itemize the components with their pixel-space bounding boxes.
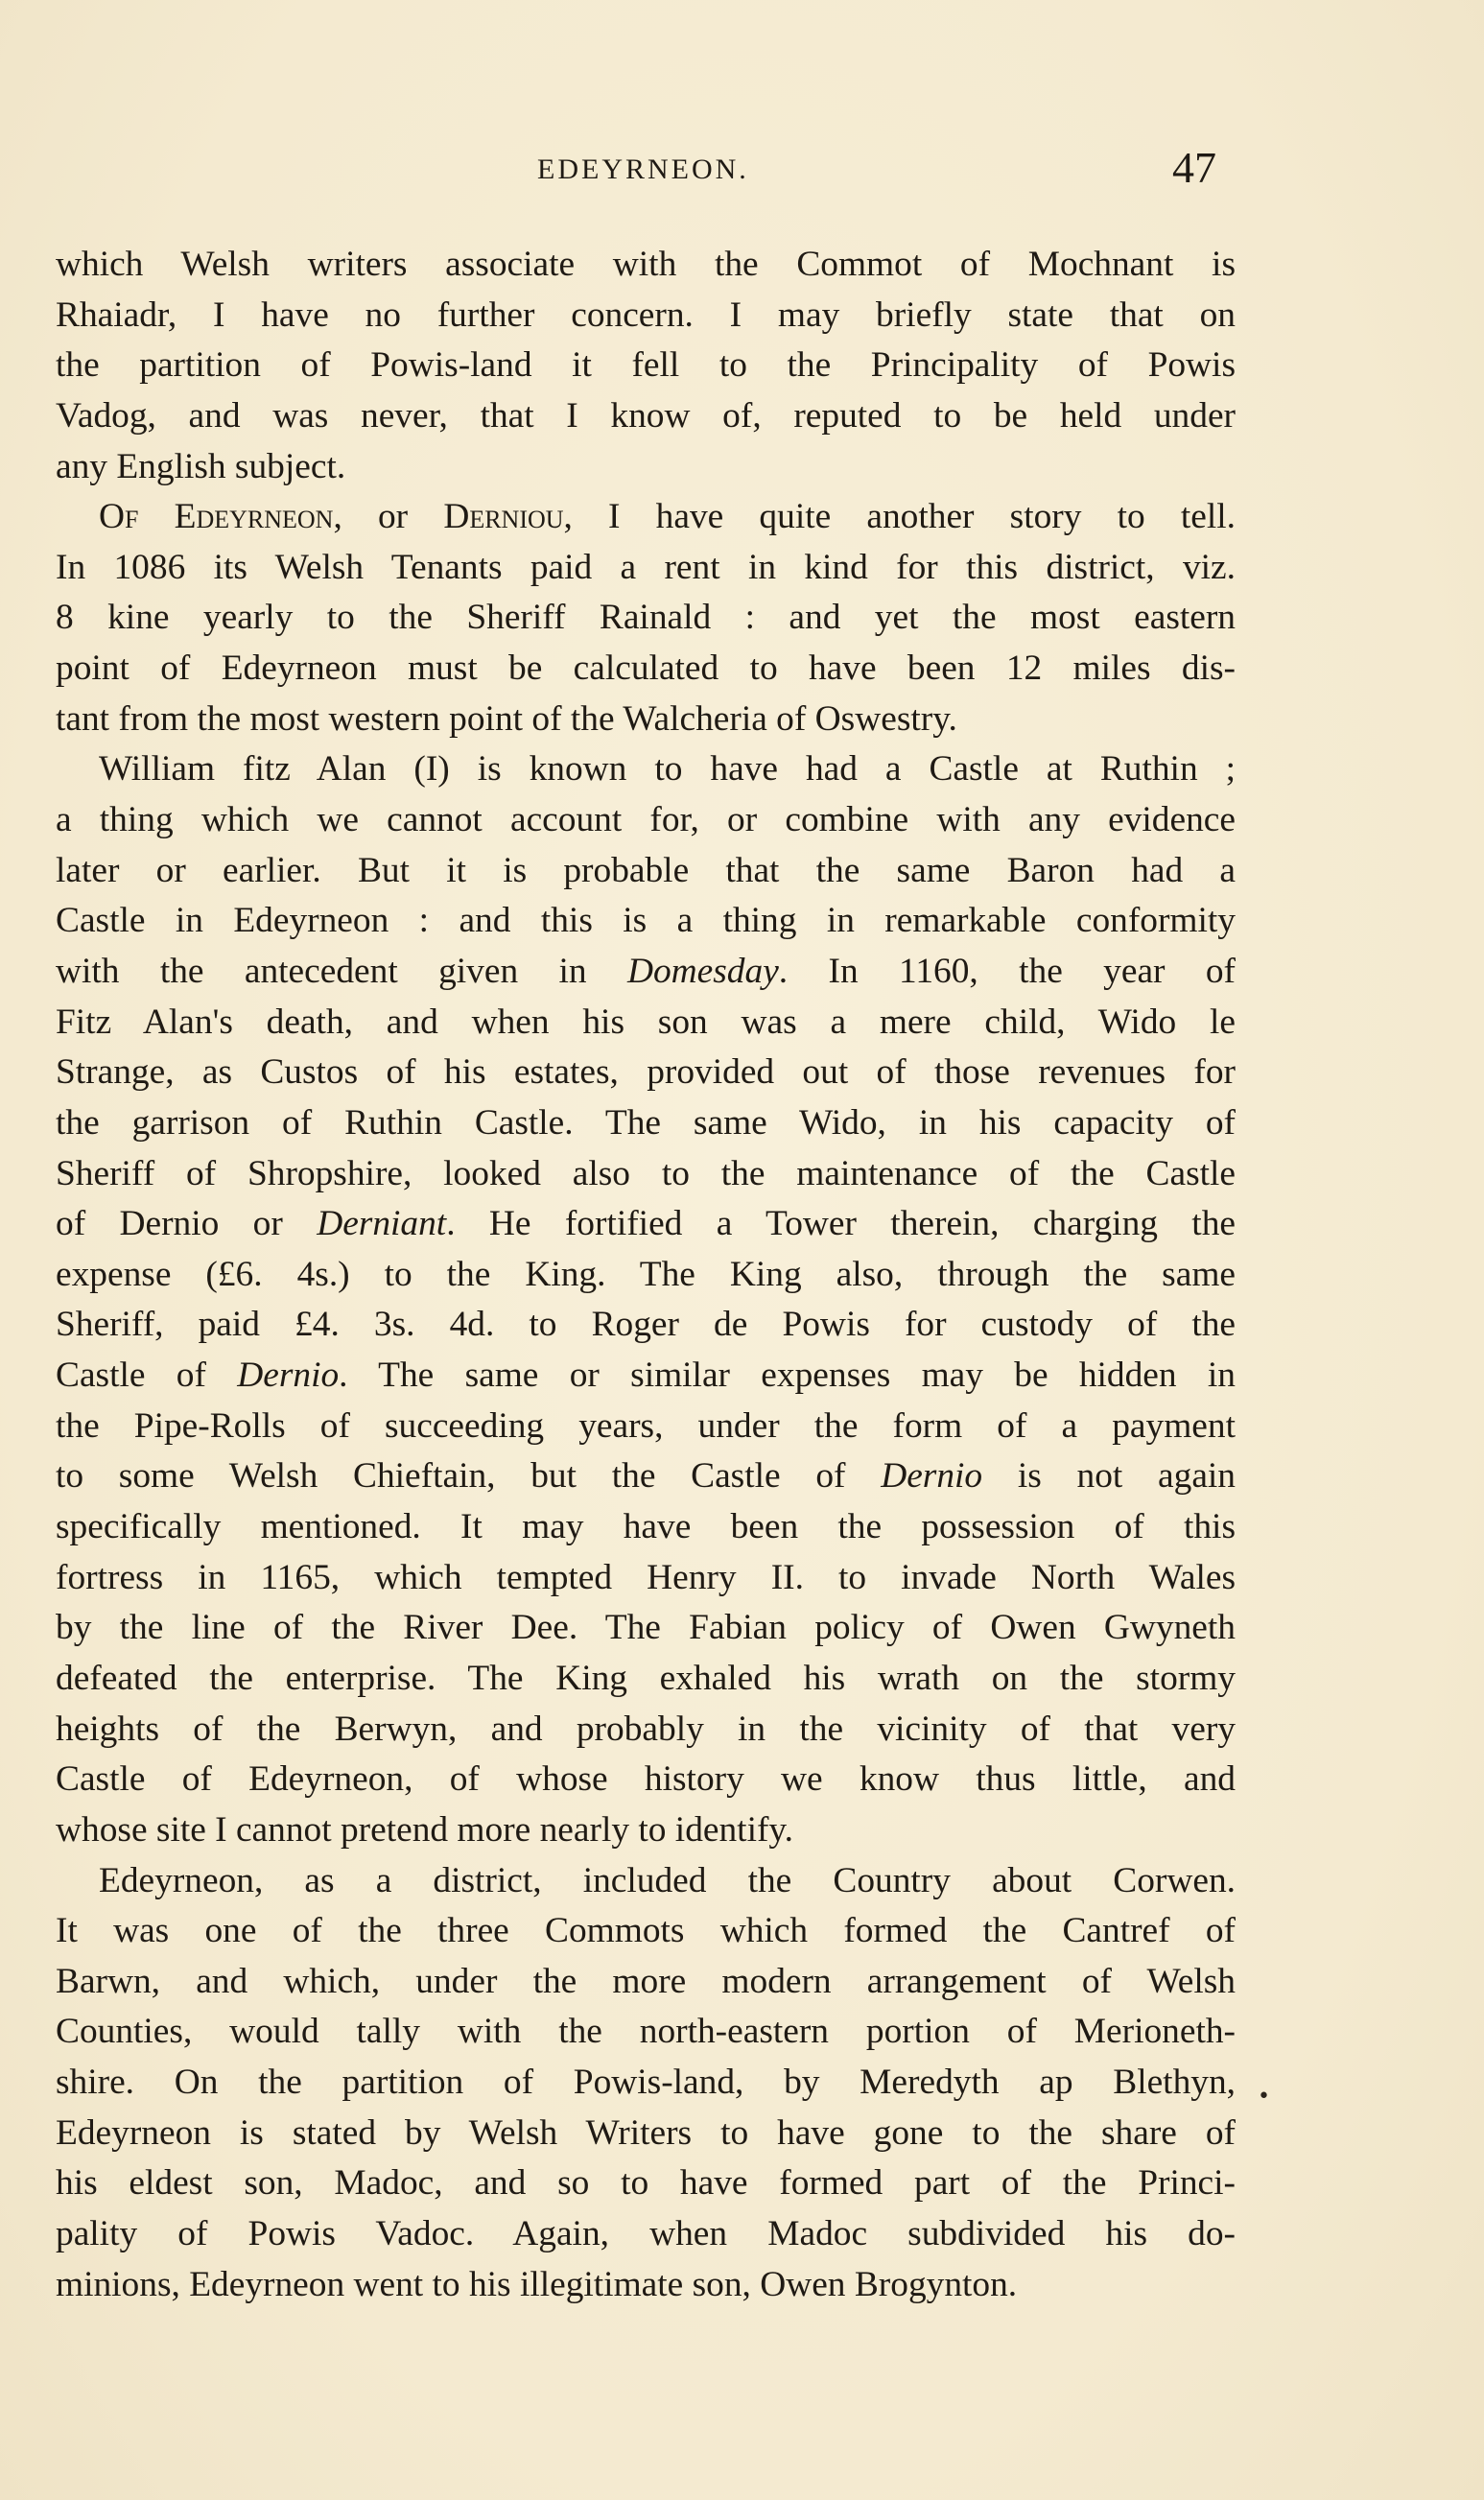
text-line: the garrison of Ruthin Castle. The same Wido, in his capacity of bbox=[56, 1102, 1236, 1143]
text-line: minions, Edeyrneon went to his illegitimate son, Owen Brogynton. bbox=[56, 2264, 1018, 2304]
page-number: 47 bbox=[1172, 143, 1216, 192]
text-line: fortress in 1165, which tempted Henry II. to invade North Wales bbox=[56, 1557, 1236, 1597]
text-line: Fitz Alan's death, and when his son was a mere child, Wido le bbox=[56, 1002, 1236, 1042]
text-line: the partition of Powis-land it fell to the Principality of Powis bbox=[56, 345, 1236, 386]
small-caps-text: Derniou bbox=[443, 497, 564, 537]
text-line: 8 kine yearly to the Sheriff Rainald : and yet the most eastern bbox=[56, 598, 1236, 638]
text-line: the Pipe-Rolls of succeeding years, under the form of a payment bbox=[56, 1405, 1236, 1446]
text-line: Castle in Edeyrneon : and this is a thing in remarkable conformity bbox=[56, 901, 1236, 941]
italic-text: Dernio bbox=[881, 1456, 983, 1497]
stray-ink-mark: • bbox=[1258, 2085, 1270, 2109]
text-line: Sheriff, paid £4. 3s. 4d. to Roger de Powis for custody of the bbox=[56, 1305, 1236, 1345]
text-line: Edeyrneon is stated by Welsh Writers to have gone to the share of bbox=[56, 2112, 1236, 2153]
text-line: Castle of Edeyrneon, of whose history we know thus little, and bbox=[56, 1759, 1236, 1800]
text-line: specifically mentioned. It may have been the possession of this bbox=[56, 1507, 1236, 1547]
text-line: Rhaiadr, I have no further concern. I may briefly state that on bbox=[56, 295, 1236, 335]
text-line: Strange, as Custos of his estates, provided out of those revenues for bbox=[56, 1052, 1236, 1093]
text-line: of Dernio or Derniant. He fortified a Tower therein, charging the bbox=[56, 1204, 1236, 1244]
text-line: shire. On the partition of Powis-land, by Meredyth ap Blethyn, bbox=[56, 2063, 1236, 2103]
text-line: later or earlier. But it is probable that the same Baron had a bbox=[56, 850, 1236, 890]
text-line: Castle of Dernio. The same or similar expenses may be hidden in bbox=[56, 1356, 1236, 1396]
text-line: Counties, would tally with the north-eastern portion of Merioneth- bbox=[56, 2012, 1236, 2052]
italic-text: Derniant bbox=[317, 1204, 447, 1244]
text-line: expense (£6. 4s.) to the King. The King also, through the same bbox=[56, 1254, 1236, 1294]
text-line: In 1086 its Welsh Tenants paid a rent in kind for this district, viz. bbox=[56, 547, 1236, 587]
text-line: with the antecedent given in Domesday. In 1160, the year of bbox=[56, 951, 1236, 991]
text-line: to some Welsh Chieftain, but the Castle of Dernio is not again bbox=[56, 1456, 1236, 1497]
page-header bbox=[0, 142, 1484, 200]
text-line: point of Edeyrneon must be calculated to have been 12 miles dis- bbox=[56, 649, 1236, 689]
text-line: any English subject. bbox=[56, 446, 346, 486]
text-line: whose site I cannot pretend more nearly to identify. bbox=[56, 1809, 794, 1850]
running-head: EDEYRNEON. bbox=[537, 153, 749, 185]
italic-text: Domesday bbox=[626, 951, 779, 991]
text-line: his eldest son, Madoc, and so to have formed part of the Princi- bbox=[56, 2163, 1236, 2204]
text-line: Of Edeyrneon, or Derniou, I have quite another story to tell. bbox=[99, 497, 1236, 537]
text-line: Vadog, and was never, that I know of, reputed to be held under bbox=[56, 395, 1236, 436]
text-line: defeated the enterprise. The King exhaled his wrath on the stormy bbox=[56, 1658, 1236, 1698]
text-line: tant from the most western point of the Walcheria of Oswestry. bbox=[56, 698, 957, 739]
text-line: Sheriff of Shropshire, looked also to the maintenance of the Castle bbox=[56, 1153, 1236, 1193]
text-line: Barwn, and which, under the more modern arrangement of Welsh bbox=[56, 1961, 1236, 2001]
text-line: It was one of the three Commots which formed the Cantref of bbox=[56, 1911, 1236, 1951]
text-line: pality of Powis Vadoc. Again, when Madoc subdivided his do- bbox=[56, 2213, 1236, 2253]
text-line: by the line of the River Dee. The Fabian policy of Owen Gwyneth bbox=[56, 1608, 1236, 1648]
text-line: William fitz Alan (I) is known to have had a Castle at Ruthin ; bbox=[99, 749, 1236, 790]
small-caps-text: Of Edeyrneon bbox=[99, 497, 334, 537]
text-line: a thing which we cannot account for, or combine with any evidence bbox=[56, 800, 1236, 840]
text-line: which Welsh writers associate with the Commot of Mochnant is bbox=[56, 245, 1236, 284]
text-line: Edeyrneon, as a district, included the Country about Corwen. bbox=[99, 1860, 1236, 1900]
body-text bbox=[56, 240, 1236, 2310]
italic-text: Dernio bbox=[237, 1356, 340, 1396]
text-line: heights of the Berwyn, and probably in the vicinity of that very bbox=[56, 1709, 1236, 1749]
